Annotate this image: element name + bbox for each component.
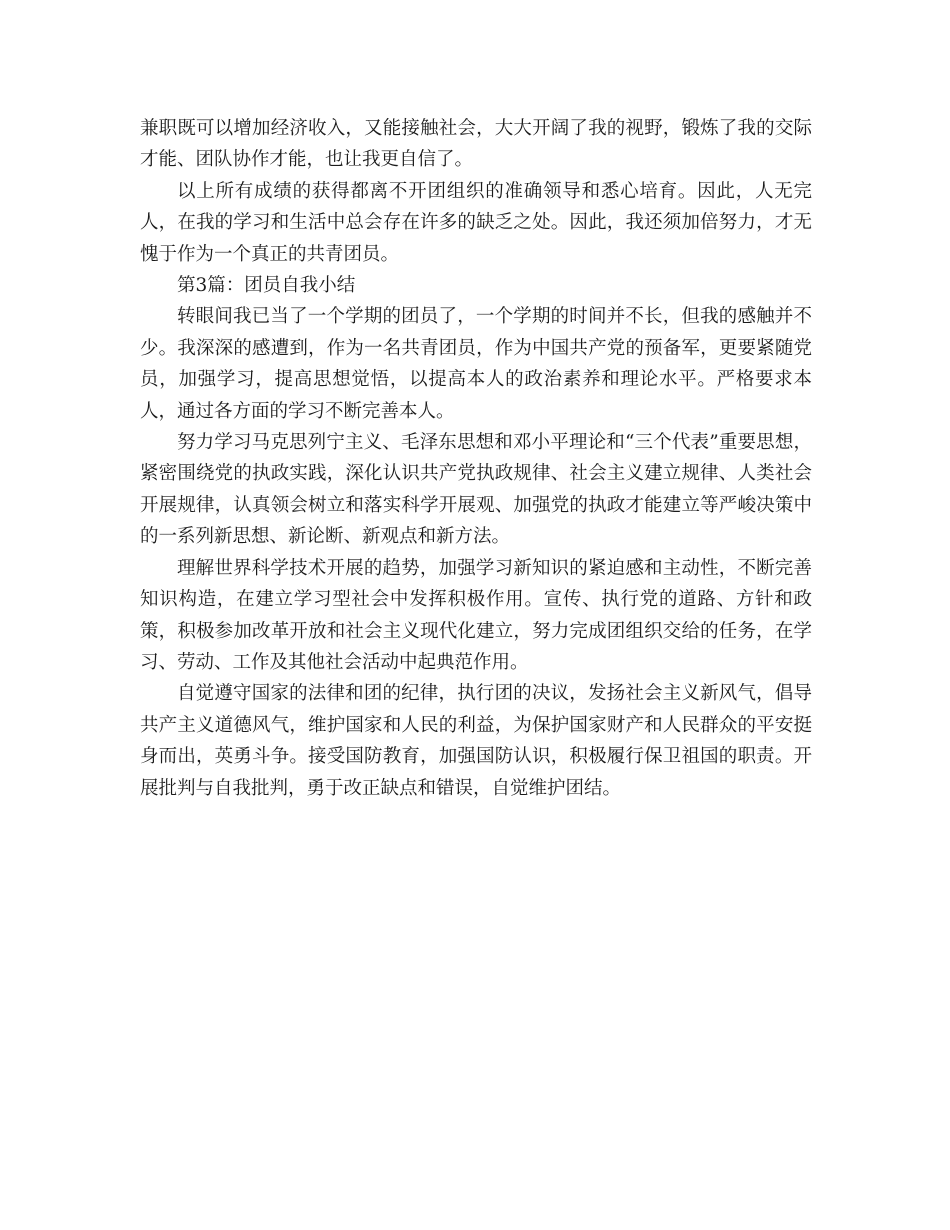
paragraph-science-trends: 理解世界科学技术开展的趋势，加强学习新知识的紧迫感和主动性，不断完善知识构造，在建立学习型社会中发挥积极作用。宣传、执行党的道路、方针和政策，积极参加改革开放和社会主义现代化建立，努力完成团组织交给的任务，在学习、劳动、工作及其他社会活动中起典范作用。 (140, 557, 812, 673)
paragraph-law-discipline: 自觉遵守国家的法律和团的纪律，执行团的决议，发扬社会主义新风气，倡导共产主义道德风气，维护国家和人民的利益，为保护国家财产和人民群众的平安挺身而出，英勇斗争。接受国防教育，加强国防认识，积极履行保卫祖国的职责。开展批判与自我批判，勇于改正缺点和错误，自觉维护团结。 (140, 683, 812, 799)
document-body (140, 113, 812, 804)
paragraph-theory-study: 努力学习马克思列宁主义、毛泽东思想和邓小平理论和“三个代表”重要思想，紧密围绕党的执政实践，深化认识共产党执政规律、社会主义建立规律、人类社会开展规律，认真领会树立和落实科学开展观、加强党的执政才能建立等严峻决策中的一系列新思想、新论断、新观点和新方法。 (140, 432, 812, 548)
paragraph-achievements: 以上所有成绩的获得都离不开团组织的准确领导和悉心培育。因此，人无完人，在我的学习和生活中总会存在许多的缺乏之处。因此，我还须加倍努力，才无愧于作为一个真正的共青团员。 (140, 180, 812, 265)
section-heading: 第3篇：团员自我小结 (177, 275, 356, 297)
paragraph-semester-reflection: 转眼间我已当了一个学期的团员了，一个学期的时间并不长，但我的感触并不少。我深深的感遭到，作为一名共青团员，作为中国共产党的预备军，更要紧随党员，加强学习，提高思想觉悟，以提高本人的政治素养和理论水平。严格要求本人，通过各方面的学习不断完善本人。 (140, 306, 812, 422)
paragraph-part-time-job: 兼职既可以增加经济收入，又能接触社会，大大开阔了我的视野，锻炼了我的交际才能、团队协作才能，也让我更自信了。 (140, 118, 812, 171)
